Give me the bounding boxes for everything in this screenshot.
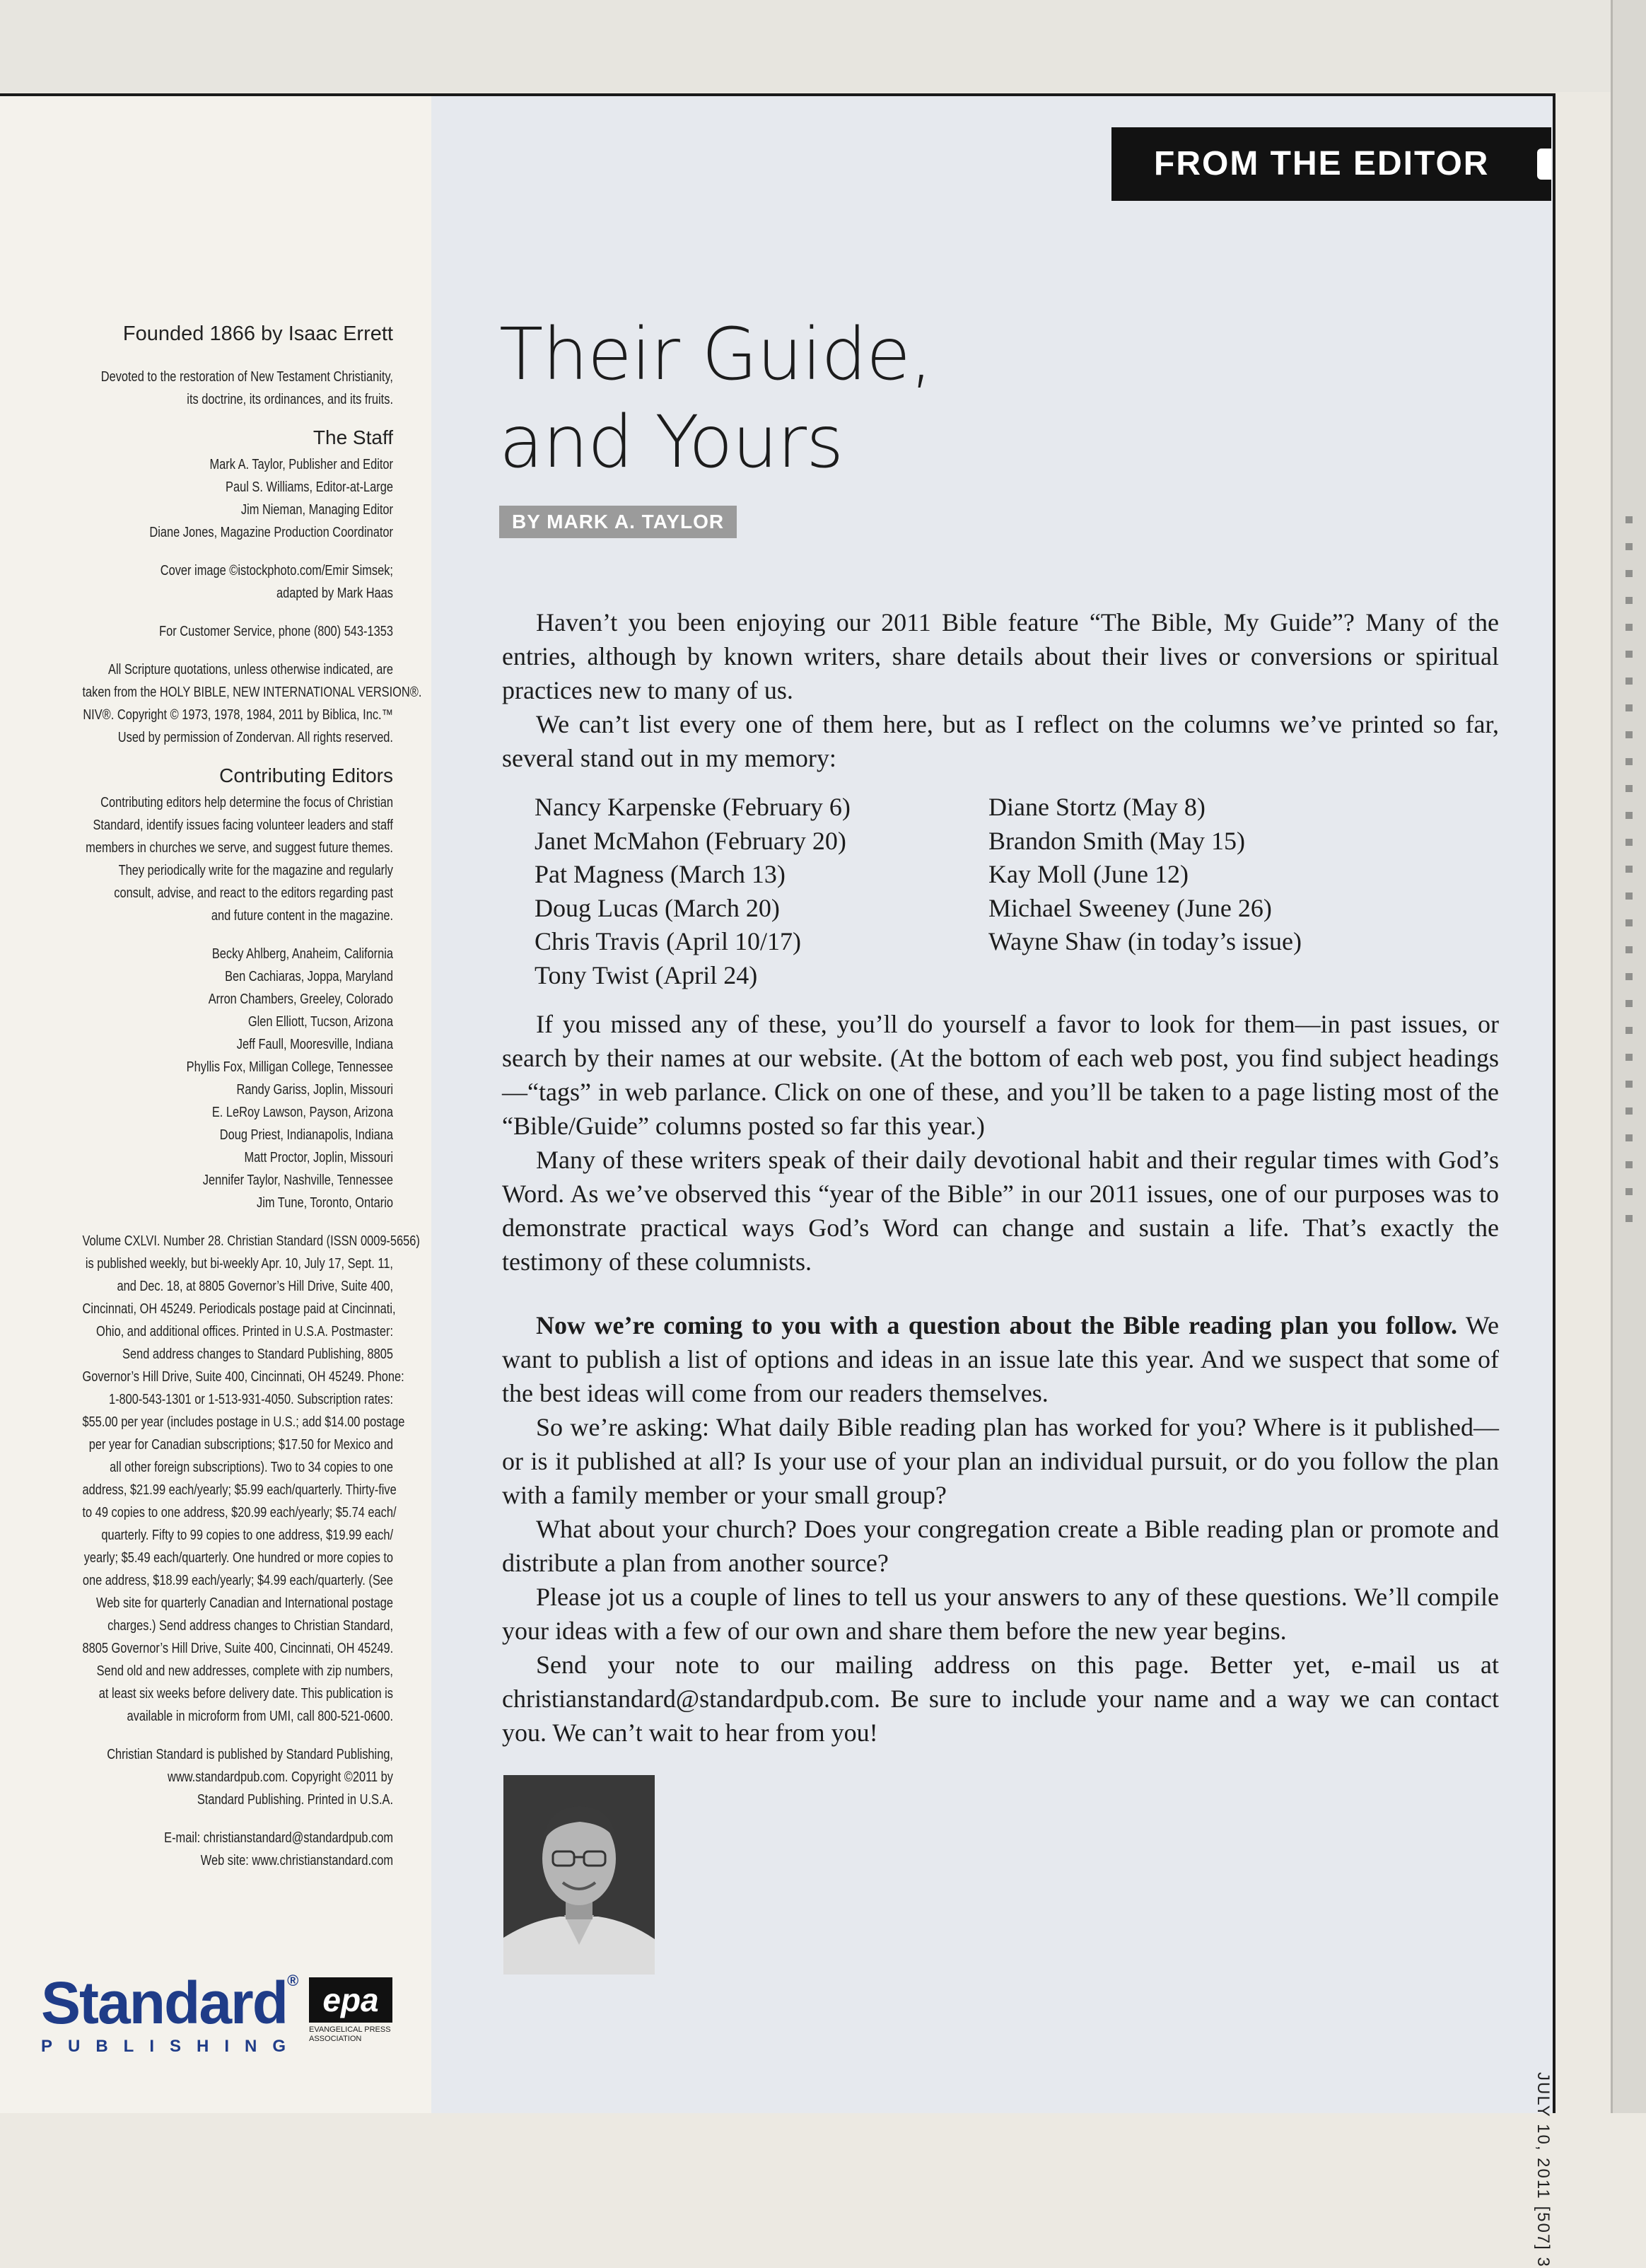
paragraph: So we’re asking: What daily Bible reading plan has worked for you? Where is it published—or is it published at all? Is your use of your plan an individual pursuit, or do you follow the plan with a family member or your small group? — [502, 1413, 1499, 1509]
customer-service-line: For Customer Service, phone (800) 543-1353 — [159, 624, 393, 639]
publication-line: available in microform from UMI, call 800-521-0600. — [127, 1709, 393, 1724]
paragraph: What about your church? Does your congregation create a Bible reading plan or promote and distribute a plan from another source? — [502, 1515, 1499, 1577]
description-line: Standard, identify issues facing volunteer leaders and staff — [93, 818, 393, 833]
contributor: Jennifer Taylor, Nashville, Tennessee — [202, 1173, 393, 1188]
publisher-line: www.standardpub.com. Copyright ©2011 by — [168, 1769, 393, 1785]
registered-mark-icon: ® — [287, 1972, 298, 1989]
scripture-line: taken from the HOLY BIBLE, NEW INTERNATIONAL VERSION®. — [82, 685, 422, 700]
publication-line: Send old and new addresses, complete with zip numbers, — [96, 1663, 393, 1679]
contributor: Jim Tune, Toronto, Ontario — [257, 1195, 393, 1211]
paragraph: Please jot us a couple of lines to tell us your answers to any of these questions. We’ll compile your ideas with a few of our own and share them before the new year begins. — [502, 1583, 1499, 1645]
title-line: Their Guide, — [499, 313, 933, 397]
email-line: E-mail: christianstandard@standardpub.com — [164, 1830, 394, 1846]
publication-line: address, $21.99 each/yearly; $5.99 each/quarterly. Thirty-five — [82, 1482, 397, 1498]
publication-info — [14, 1230, 420, 1728]
contributing-editors-description — [14, 791, 393, 927]
description-line: Contributing editors help determine the focus of Christian — [100, 795, 393, 810]
publication-line: Send address changes to Standard Publishing, 8805 — [122, 1347, 394, 1362]
contact-info — [14, 1827, 393, 1872]
publication-line: per year for Canadian subscriptions; $17.50 for Mexico and — [88, 1437, 393, 1453]
scripture-line: Used by permission of Zondervan. All rights reserved. — [117, 730, 393, 745]
devoted-line: its doctrine, its ordinances, and its fruits. — [187, 392, 393, 407]
lead-rest: We want to publish a list of options and ideas in an issue late this year. And we suspect that some of the best ideas will come from our readers themselves. — [502, 1311, 1499, 1407]
description-line: and future content in the magazine. — [211, 908, 393, 924]
scripture-line: All Scripture quotations, unless otherwise indicated, are — [108, 662, 393, 678]
cover-credit-line: adapted by Mark Haas — [276, 586, 393, 601]
list-item: Nancy Karpenske (February 6) — [535, 793, 851, 821]
paragraph: We can’t list every one of them here, but as I reflect on the columns we’ve printed so far, several stand out in my memory: — [502, 710, 1499, 772]
publication-line: charges.) Send address changes to Christian Standard, — [107, 1618, 393, 1634]
publication-line: 1-800-543-1301 or 1-513-931-4050. Subscription rates: — [108, 1392, 393, 1407]
publication-line: Volume CXLVI. Number 28. Christian Standard (ISSN 0009-5656) — [82, 1233, 420, 1249]
founded-line: Founded 1866 by Isaac Errett — [122, 322, 393, 345]
contributor: E. LeRoy Lawson, Payson, Arizona — [211, 1105, 393, 1120]
frame-right-rule — [1553, 93, 1555, 2113]
list-item: Brandon Smith (May 15) — [988, 826, 1245, 855]
list-item: Kay Moll (June 12) — [988, 860, 1189, 889]
masthead-sidebar — [14, 322, 422, 1888]
column-list-left — [535, 791, 851, 993]
edge-marks — [1625, 516, 1633, 1223]
article-title — [499, 311, 1136, 487]
publication-line: Cincinnati, OH 45249. Periodicals postage paid at Cincinnati, — [82, 1301, 396, 1317]
folio-date-page: JULY 10, 2011 [507] 3 — [1534, 2072, 1553, 2268]
article-body-middle — [502, 1007, 1499, 1279]
paragraph: Many of these writers speak of their daily devotional habit and their regular times with God’s Word. As we’ve observed this “year of the Bible” in our 2011 issues, one of our purposes was to demonstrate practical ways God’s Word can change and sustain a life. That’s exactly the testimony of these columnists. — [502, 1146, 1499, 1276]
description-line: members in churches we serve, and suggest future themes. — [86, 840, 394, 856]
contributor: Glen Elliott, Tucson, Arizona — [247, 1014, 393, 1030]
staff-member: Diane Jones, Magazine Production Coordinator — [149, 525, 393, 540]
publication-line: Ohio, and additional offices. Printed in U.S.A. Postmaster: — [96, 1324, 394, 1339]
cover-credit — [14, 559, 393, 605]
publisher-line: Standard Publishing. Printed in U.S.A. — [197, 1792, 393, 1808]
contributor: Ben Cachiaras, Joppa, Maryland — [225, 969, 393, 984]
contributor: Randy Gariss, Joplin, Missouri — [236, 1082, 393, 1098]
publication-line: to 49 copies to one address, $20.99 each/yearly; $5.74 each/ — [82, 1505, 397, 1520]
column-list-right — [988, 791, 1302, 959]
staff-member: Jim Nieman, Managing Editor — [240, 502, 393, 518]
epa-logo — [309, 1977, 394, 2051]
publication-line: all other foreign subscriptions). Two to 34 copies to one — [110, 1460, 393, 1475]
publication-line: 8805 Governor’s Hill Drive, Suite 400, Cincinnati, OH 45249. — [82, 1641, 394, 1656]
publication-line: yearly; $5.49 each/quarterly. One hundred or more copies to — [83, 1550, 393, 1566]
website-line: Web site: www.christianstandard.com — [200, 1853, 393, 1868]
list-item: Wayne Shaw (in today’s issue) — [988, 927, 1302, 956]
scripture-line: NIV®. Copyright © 1973, 1978, 1984, 2011 by Biblica, Inc.™ — [83, 707, 394, 723]
author-photo — [503, 1775, 655, 1975]
list-item: Chris Travis (April 10/17) — [535, 927, 802, 956]
staff-list — [14, 453, 393, 544]
devoted-statement — [14, 366, 393, 411]
list-item: Janet McMahon (February 20) — [535, 826, 846, 855]
contributor: Arron Chambers, Greeley, Colorado — [208, 991, 393, 1007]
description-line: They periodically write for the magazine and regularly — [118, 863, 393, 878]
title-line: and Yours — [499, 400, 844, 484]
publication-line: Governor’s Hill Drive, Suite 400, Cincinnati, OH 45249. Phone: — [82, 1369, 404, 1385]
publication-line: and Dec. 18, at 8805 Governor’s Hill Drive, Suite 400, — [117, 1279, 394, 1294]
page-background-top — [0, 0, 1646, 92]
contributor: Jeff Faull, Mooresville, Indiana — [236, 1037, 393, 1052]
devoted-line: Devoted to the restoration of New Testament Christianity, — [100, 369, 393, 385]
publication-line: one address, $18.99 each/yearly; $4.99 each/quarterly. (See — [82, 1573, 394, 1588]
publication-line: is published weekly, but bi-weekly Apr. 10, July 17, Sept. 11, — [85, 1256, 394, 1272]
paragraph: Haven’t you been enjoying our 2011 Bible feature “The Bible, My Guide”? Many of the entries, although by known writers, share details about their lives or conversions or spiritual practices new to many of us. — [502, 608, 1499, 704]
publication-line: $55.00 per year (includes postage in U.S.; add $14.00 postage — [82, 1414, 405, 1430]
paragraph: Send your note to our mailing address on this page. Better yet, e-mail us at christianstandard@standardpub.com. Be sure to include your name and a way we can contact you. We can’t wait to hear from you! — [502, 1651, 1499, 1747]
staff-member: Mark A. Taylor, Publisher and Editor — [209, 457, 393, 472]
publication-line: Web site for quarterly Canadian and International postage — [96, 1595, 393, 1611]
contributors-list — [14, 943, 393, 1214]
contributor: Doug Priest, Indianapolis, Indiana — [219, 1127, 393, 1143]
publisher-info — [14, 1743, 393, 1811]
list-item: Diane Stortz (May 8) — [988, 793, 1206, 821]
standard-publishing-logo — [41, 1970, 302, 2057]
article-body-closing — [502, 1308, 1499, 1750]
list-item: Michael Sweeney (June 26) — [988, 893, 1272, 922]
list-item: Pat Magness (March 13) — [535, 860, 786, 889]
logo-wordmark — [41, 1970, 301, 2036]
epa-mark: epa — [309, 1977, 392, 2023]
paragraph: If you missed any of these, you’ll do yourself a favor to look for them—in past issues, or search by their names at our website. (At the bottom of each web post, you find subject headings—“tags” in web parlance. Click on one of these, and you’ll be taken to a page listing most of the “Bible/Guide” columns posted so far this year.) — [502, 1010, 1499, 1140]
contributing-editors-heading: Contributing Editors — [219, 764, 393, 786]
logo-subtitle: PUBLISHING — [41, 2037, 302, 2056]
publication-line: quarterly. Fifty to 99 copies to one address, $19.99 each/ — [101, 1528, 393, 1543]
contributor: Phyllis Fox, Milligan College, Tennessee — [186, 1059, 393, 1075]
section-label: FROM THE EDITOR — [1111, 127, 1551, 201]
logo-main-text: Standard — [41, 1970, 288, 2036]
staff-member: Paul S. Williams, Editor-at-Large — [226, 479, 393, 495]
lead-sentence: Now we’re coming to you with a question about the Bible reading plan you follow. — [536, 1311, 1458, 1339]
list-item: Tony Twist (April 24) — [535, 960, 758, 989]
contributor: Matt Proctor, Joplin, Missouri — [244, 1150, 393, 1165]
paragraph — [502, 1308, 1499, 1410]
list-item: Doug Lucas (March 20) — [535, 893, 780, 922]
page-edge — [1611, 0, 1646, 2113]
scripture-notice — [14, 658, 422, 749]
cover-credit-line: Cover image ©istockphoto.com/Emir Simsek; — [160, 563, 393, 578]
contributor: Becky Ahlberg, Anaheim, California — [211, 946, 393, 962]
description-line: consult, advise, and react to the editors regarding past — [114, 885, 393, 901]
epa-caption: EVANGELICAL PRESS ASSOCIATION — [309, 2025, 391, 2043]
byline: BY MARK A. TAYLOR — [499, 506, 737, 538]
staff-heading: The Staff — [313, 426, 393, 448]
publication-line: at least six weeks before delivery date. This publication is — [98, 1686, 393, 1702]
publisher-line: Christian Standard is published by Standard Publishing, — [107, 1747, 393, 1762]
frame-top-rule — [0, 93, 1555, 96]
article-body-intro — [502, 605, 1499, 775]
customer-service — [14, 620, 393, 643]
